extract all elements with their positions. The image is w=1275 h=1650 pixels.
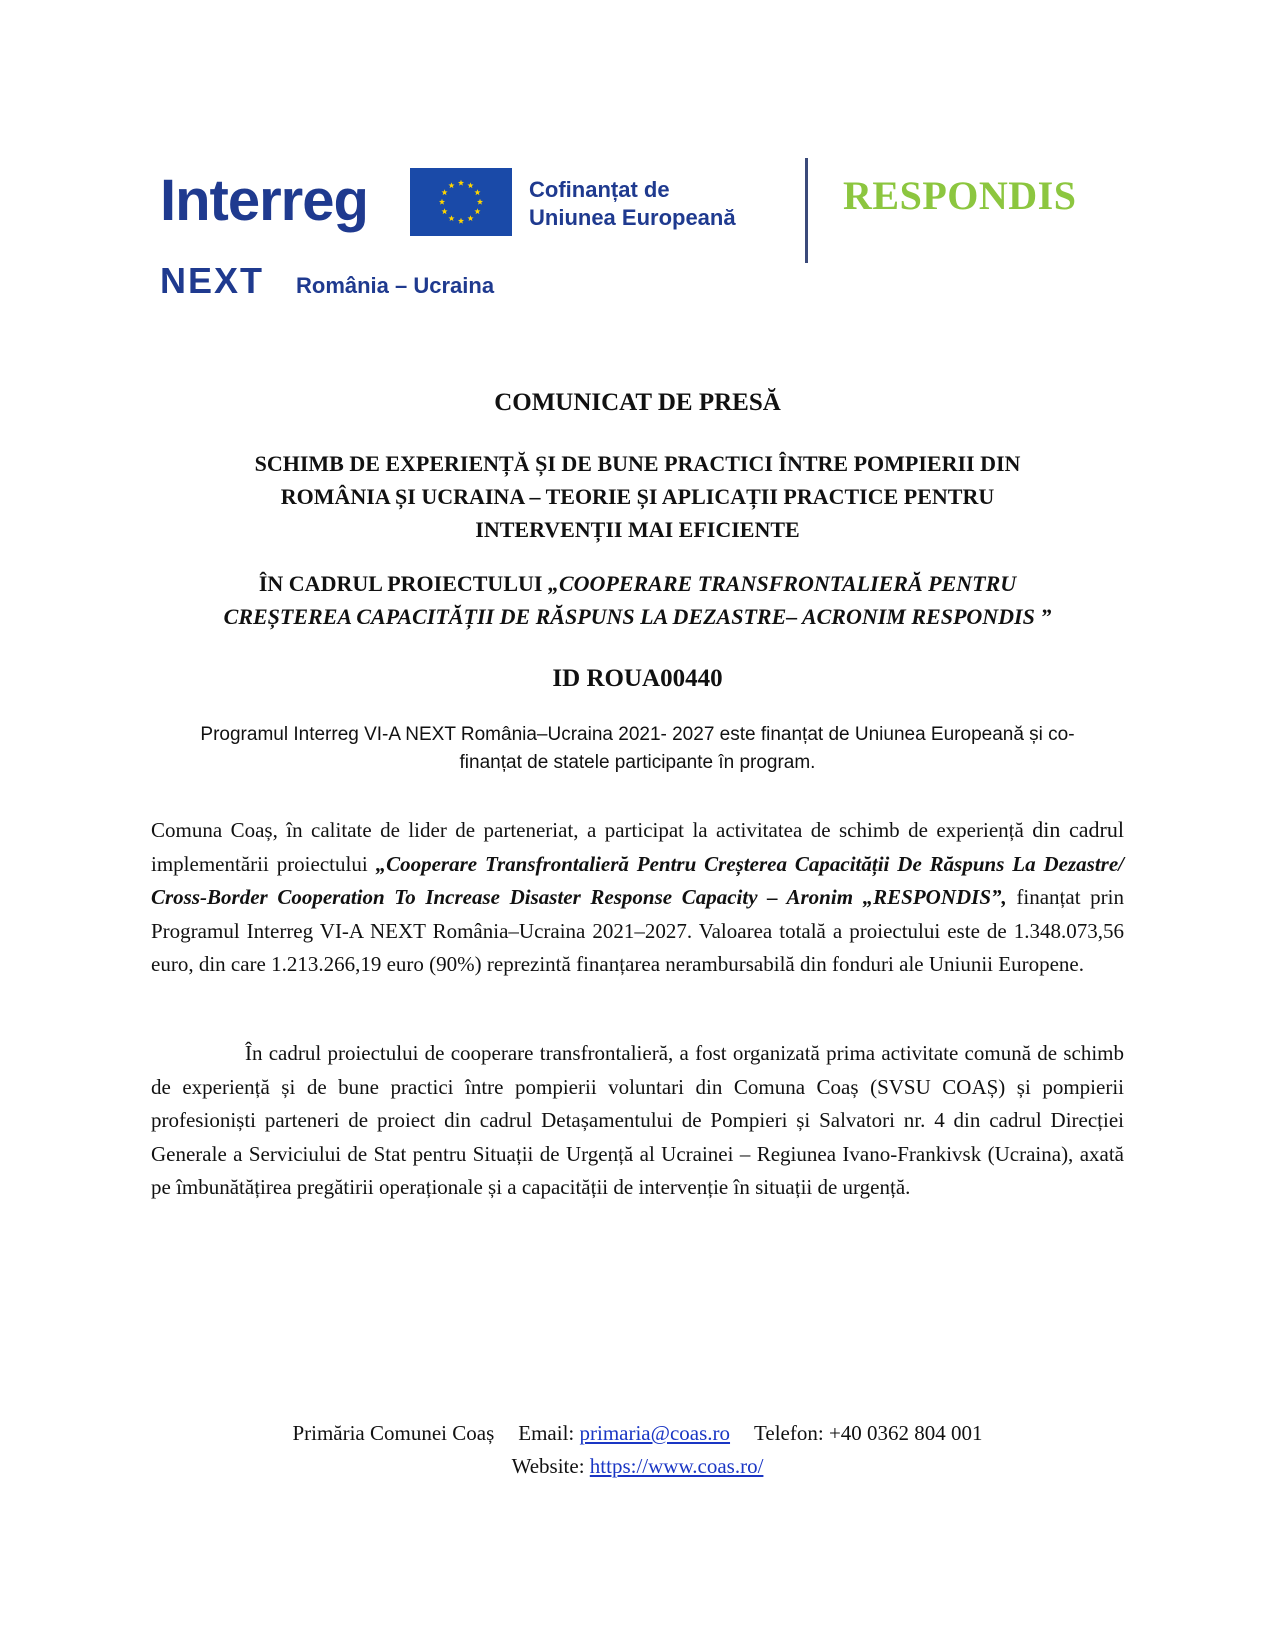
eu-star-icon [467, 215, 473, 221]
next-region-label: România – Ucraina [296, 273, 495, 298]
footer-line-1 [0, 1417, 1275, 1450]
project-id: ID ROUA00440 [552, 665, 723, 692]
intro-text-2: din cadrul [1032, 817, 1124, 842]
cofinanced-line-2: Uniunea Europeană [529, 205, 736, 230]
paragraph-activity [151, 1037, 1124, 1205]
header-divider [805, 158, 808, 263]
footer-website-label: Website: [511, 1454, 590, 1478]
project-prefix: ÎN CADRUL PROIECTULUI [258, 571, 548, 596]
eu-star-icon [467, 182, 473, 188]
program-note-line-1: Programul Interreg VI-A NEXT România–Ucraina 2021- 2027 este finanțat de Uniunea Europeană și co- [200, 724, 1075, 745]
program-note-line-2: finanțat de statele participante în program. [459, 752, 816, 773]
eu-star-icon [448, 182, 454, 188]
footer-website-link[interactable]: https://www.coas.ro/ [589, 1454, 764, 1478]
eu-star-icon [474, 189, 480, 195]
interreg-logo: Interreg [160, 168, 368, 233]
cofinanced-line-1: Cofinanțat de [529, 177, 670, 202]
respondis-logo: RESPONDIS [843, 173, 1077, 218]
press-release-subtitle [160, 447, 1115, 546]
eu-star-icon [474, 208, 480, 214]
eu-star-icon [442, 189, 448, 195]
activity-text: În cadrul proiectului de cooperare transfrontalieră, a fost organizată prima activitate comună de schimb de experiență și de bune practici între pompierii voluntari din Comuna Coaș (SVSU COAȘ) și pompierii profesioniști parteneri de proiect din cadrul Detașamentului de Pompieri și Salvatori nr. 4 din cadrul Direcției Generale a Serviciului de Stat pentru Situații de Urgență al Ucrainei – Regiunea Ivano-Frankivsk (Ucraina), axată pe îmbunătățirea pregătirii operaționale și a capacității de intervenție în situații de urgență. [151, 1041, 1124, 1199]
program-funding-note [150, 721, 1125, 777]
footer-email-link[interactable]: primaria@coas.ro [579, 1421, 731, 1445]
footer-line-2 [0, 1450, 1275, 1483]
subtitle-line-2: ROMÂNIA ȘI UCRAINA – TEORIE ȘI APLICAȚII PRACTICE PENTRU [280, 484, 995, 509]
project-heading-line-1 [140, 567, 1135, 600]
project-full-name: „Cooperare Transfrontalieră Pentru Creșterea Capacității De Răspuns La Dezastre/ Cross-Border Cooperation To Increase Disaster Response Capacity – Aronim „RESPONDIS”, [151, 851, 1124, 909]
eu-flag-icon [410, 168, 512, 236]
next-logo: NEXT [160, 260, 265, 301]
subtitle-line-1: SCHIMB DE EXPERIENȚĂ ȘI DE BUNE PRACTICI ÎNTRE POMPIERII DIN [254, 451, 1021, 476]
eu-star-icon [477, 199, 483, 205]
project-name-part-1: „COOPERARE TRANSFRONTALIERĂ PENTRU [547, 571, 1017, 596]
cofinanced-label [529, 176, 736, 232]
paragraph-intro [151, 813, 1124, 982]
subtitle-line-3: INTERVENȚII MAI EFICIENTE [475, 517, 800, 542]
project-heading [140, 567, 1135, 633]
eu-star-icon [458, 180, 464, 186]
eu-star-icon [439, 199, 445, 205]
project-heading-line-2 [140, 600, 1135, 633]
footer-phone: Telefon: +40 0362 804 001 [754, 1421, 983, 1445]
footer-contact [0, 1417, 1275, 1483]
eu-flag-stars [410, 168, 512, 236]
project-name-part-2: CREȘTEREA CAPACITĂȚII DE RĂSPUNS LA DEZASTRE– ACRONIM RESPONDIS ” [223, 604, 1052, 629]
intro-text-3: implementării proiectului [151, 851, 376, 876]
footer-org: Primăria Comunei Coaș [292, 1421, 495, 1445]
intro-text-4: finanțat prin Programul Interreg VI-A NEXT România–Ucraina 2021–2027. Valoarea totală a proiectului este de 1.348.073,56 euro, din care 1.213.266,19 euro (90%) reprezintă finanțarea nerambursabilă din fonduri ale Uniunii Europene. [151, 885, 1125, 976]
eu-star-icon [458, 218, 464, 224]
press-release-title: COMUNICAT DE PRESĂ [494, 389, 781, 416]
eu-star-icon [442, 208, 448, 214]
intro-text-1: Comuna Coaș, în calitate de lider de parteneriat, a participat la activitatea de schimb de experiență [151, 818, 1033, 842]
footer-email-label: Email: [518, 1421, 580, 1445]
eu-star-icon [448, 215, 454, 221]
